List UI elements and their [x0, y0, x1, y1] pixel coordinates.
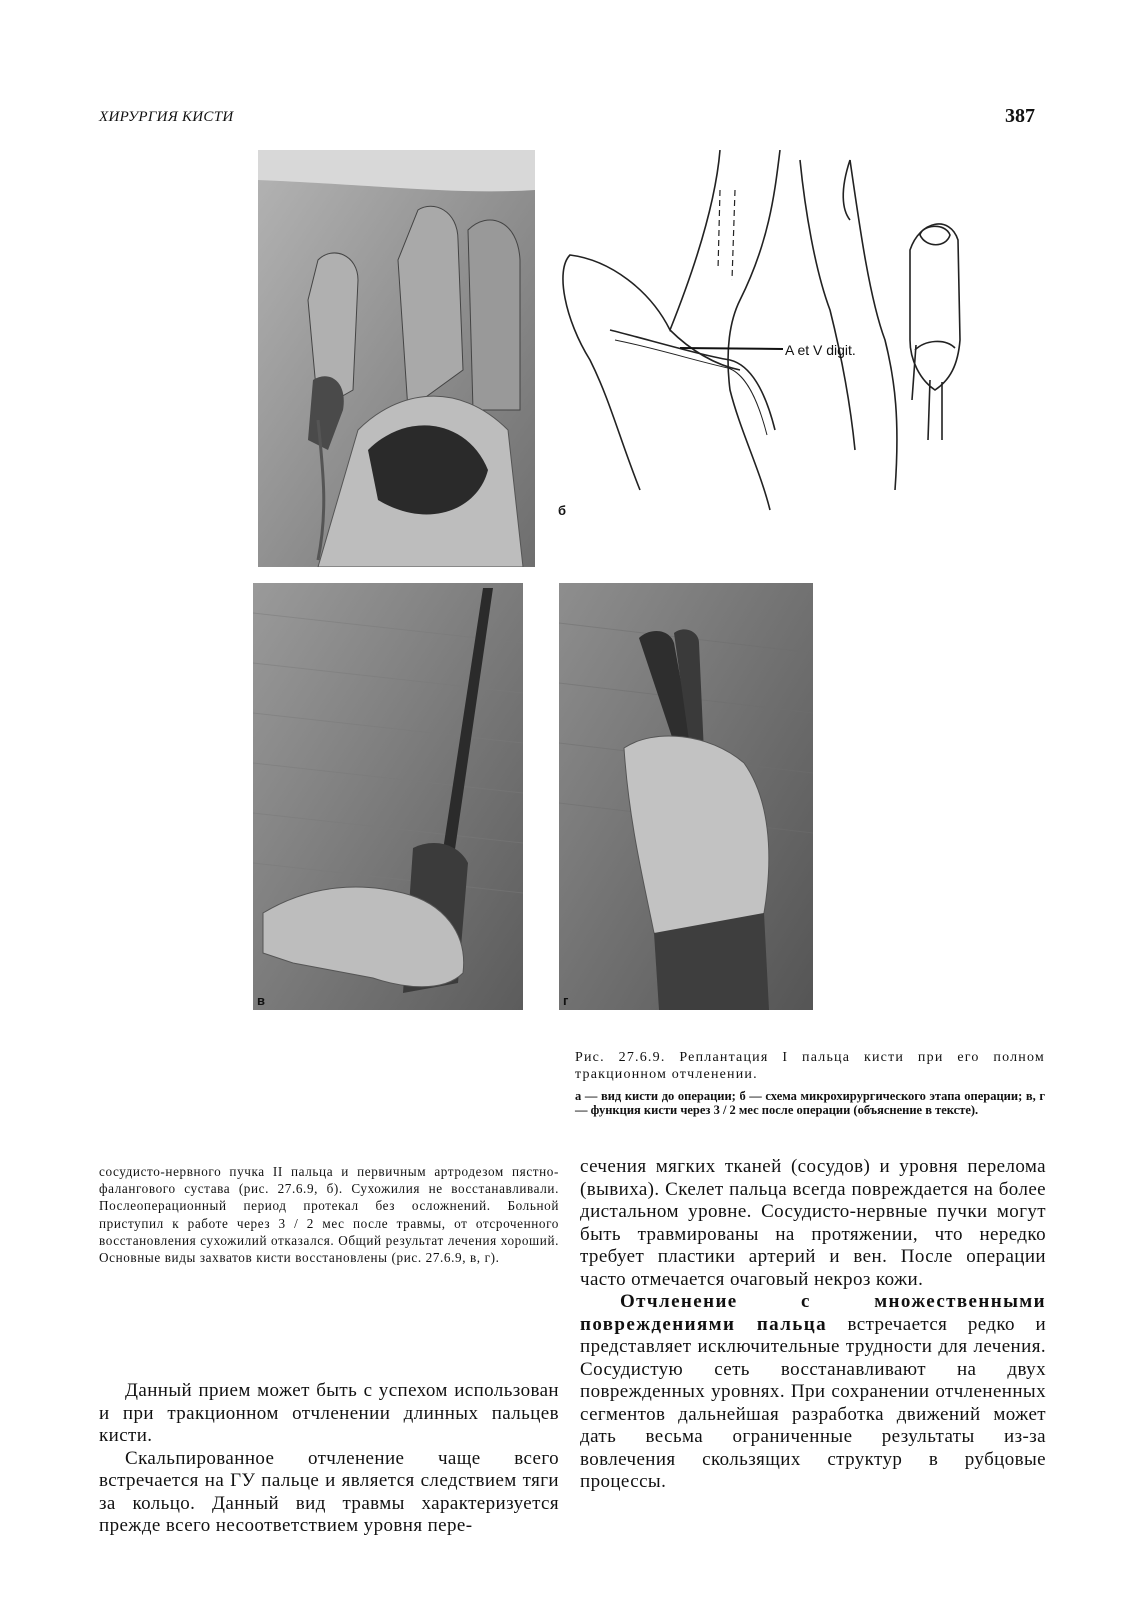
left-small-paragraph	[99, 1163, 559, 1266]
right-paragraph-2	[580, 1291, 1046, 1494]
left-column-body	[99, 1380, 559, 1538]
right-paragraph-1: сечения мягких тканей (сосудов) и уровня перелома (вывиха). Скелет пальца всегда повреждается на более дистальном уровне. Сосудисто-нервные пучки могут быть травмированы на протяжении, что нередко требует пластики артерий и вен. После операции часто отмечается очаговый некроз кожи.	[580, 1156, 1046, 1290]
figure-panel-d-photo	[559, 583, 813, 1010]
figure-caption: Рис. 27.6.9. Реплантация I пальца кисти при его полном тракционном отчленении.	[575, 1050, 1045, 1082]
figure-panel-c-photo	[253, 583, 523, 1010]
running-head: ХИРУРГИЯ КИСТИ	[99, 109, 234, 125]
left-small-paragraph-text: сосудисто-нервного пучка II пальца и первичным артродезом пястно-фалангового сустава (рис. 27.6.9, б). Сухожилия не восстанавливали. Послеоперационный период протекал без осложнений. Больной приступил к работе через 3 / 2 мес после травмы, от отсроченного восстановления сухожилий отказался. Общий результат лечения хороший. Основные виды захватов кисти восстановлены (рис. 27.6.9, в, г).	[99, 1164, 559, 1266]
panel-c-label: в	[257, 993, 265, 1008]
right-column-body	[580, 1156, 1046, 1494]
figure-legend: а — вид кисти до операции; б — схема микрохирургического этапа операции; в, г — функция кисти через 3 / 2 мес после операции (объяснение в тексте).	[575, 1089, 1045, 1117]
panel-d-label: г	[563, 993, 569, 1008]
left-paragraph-1: Данный прием может быть с успехом использован и при тракционном отчленении длинных пальцев кисти.	[99, 1380, 559, 1446]
panel-b-label: б	[558, 503, 567, 518]
right-paragraph-2-lead: Отчленение с множественными повреждениями пальца	[580, 1291, 1046, 1335]
diagram-annotation: A et V digit.	[785, 342, 856, 358]
figure-panel-b-diagram	[550, 150, 1035, 530]
left-paragraph-2: Скальпированное отчленение чаще всего встречается на ГУ пальце и является следствием тяги за кольцо. Данный вид травмы характеризуется прежде всего несоответствием уровня пере-	[99, 1447, 559, 1536]
figure-panel-a-photo	[258, 150, 535, 567]
page-number: 387	[1005, 105, 1035, 127]
right-paragraph-2-rest: встречается редко и представляет исключительные трудности для лечения. Сосудистую сеть восстанавливают на двух поврежденных уровнях. При сохранении отчлененных сегментов дальнейшая разработка движений может дать весьма ограниченные результаты из-за вовлечения скользящих структур в рубцовые процессы.	[580, 1313, 1047, 1492]
